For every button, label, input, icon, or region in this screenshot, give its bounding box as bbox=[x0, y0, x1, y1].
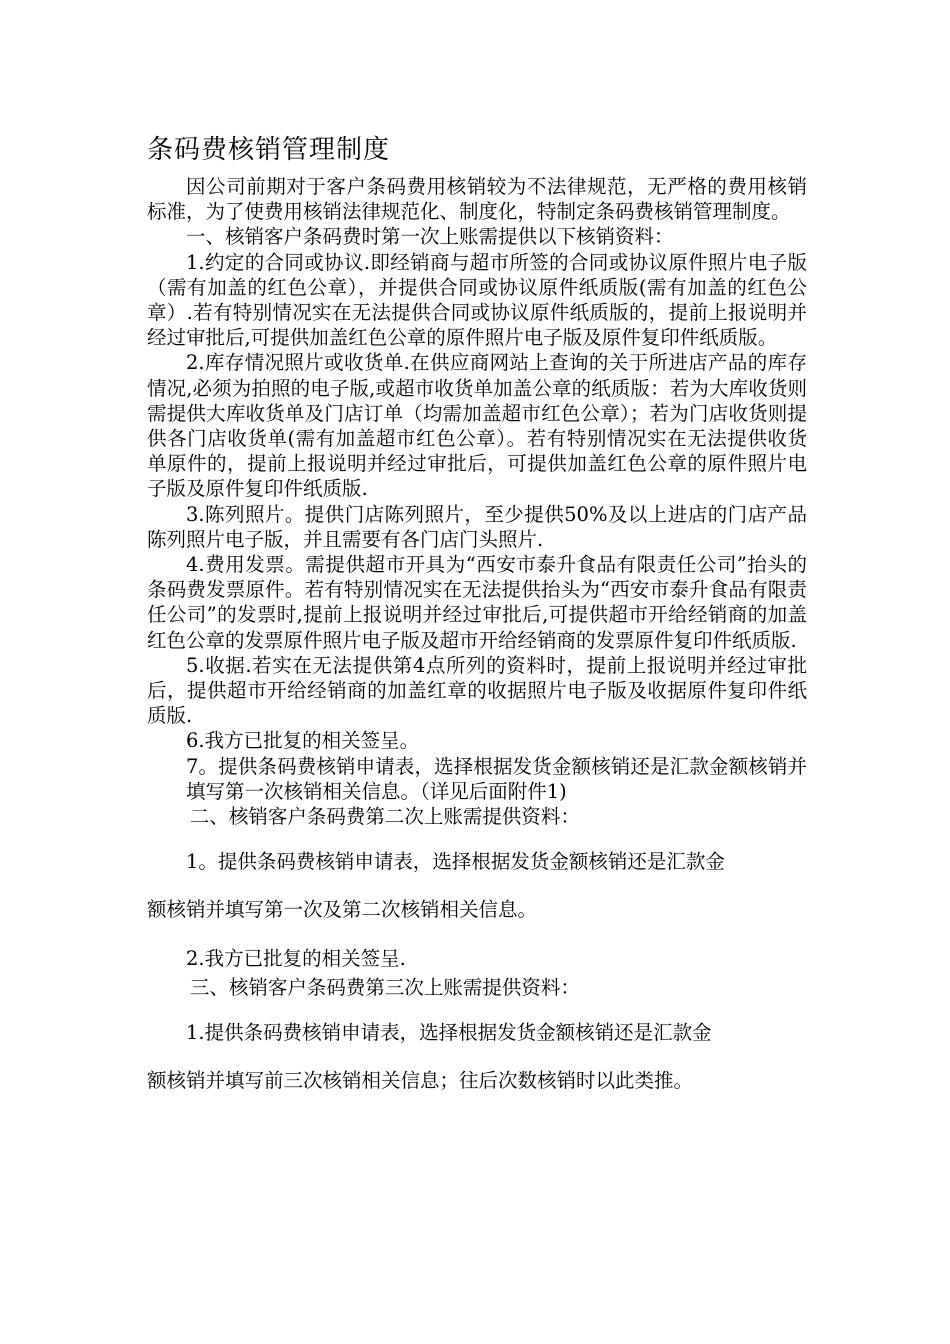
document-body bbox=[147, 174, 807, 1094]
section3-item-1-line2: 额核销并填写前三次核销相关信息；往后次数核销时以此类推。 bbox=[147, 1069, 694, 1093]
section1-heading: 一、核销客户条码费时第一次上账需提供以下核销资料： bbox=[186, 225, 674, 249]
section1-item-5: 5.收据.若实在无法提供第4点所列的资料时，提前上报说明并经过审批后，提供超市开给经销商的加盖红章的收据照片电子版及收据原件复印件纸质版. bbox=[147, 653, 807, 728]
section2-item-1-line2: 额核销并填写第一次及第二次核销相关信息。 bbox=[147, 898, 538, 922]
section1-item-4: 4.费用发票。需提供超市开具为“西安市泰升食品有限责任公司”抬头的条码费发票原件。若有特别情况实在无法提供抬头为“西安市泰升食品有限责任公司”的发票时,提前上报说明并经过审批后,可提供超市开给经销商的加盖红色公章的发票原件照片电子版及超市开给经销商的发票原件复印件纸质版. bbox=[147, 553, 807, 652]
section2-heading: 二、核销客户条码费第二次上账需提供资料： bbox=[189, 805, 580, 829]
section3-heading: 三、核销客户条码费第三次上账需提供资料： bbox=[189, 975, 580, 999]
section1-item-3: 3.陈列照片。提供门店陈列照片，至少提供50%及以上进店的门店产品陈列照片电子版，并且需要有各门店门头照片. bbox=[147, 502, 807, 551]
section3-item-1-line1: 1.提供条码费核销申请表，选择根据发货金额核销还是汇款金 bbox=[186, 1021, 712, 1045]
intro-paragraph: 因公司前期对于客户条码费用核销较为不法律规范，无严格的费用核销标准，为了使费用核销法律规范化、制度化，特制定条码费核销管理制度。 bbox=[147, 175, 807, 224]
section2-item-2: 2.我方已批复的相关签呈. bbox=[186, 946, 406, 970]
section1-item-6: 6.我方已批复的相关签呈。 bbox=[186, 729, 420, 753]
document-title: 条码费核销管理制度 bbox=[147, 135, 391, 165]
section1-item-1: 1.约定的合同或协议.即经销商与超市所签的合同或协议原件照片电子版（需有加盖的红色公章），并提供合同或协议原件纸质版(需有加盖的红色公章）.若有特别情况实在无法提供合同或协议原件纸质版的，提前上报说明并经过审批后,可提供加盖红色公章的原件照片电子版及原件复印件纸质版。 bbox=[147, 250, 807, 350]
section1-item-7: 7。提供条码费核销申请表，选择根据发货金额核销还是汇款金额核销并填写第一次核销相关信息。（详见后面附件1) bbox=[186, 754, 807, 803]
section2-item-1-line1: 1。提供条码费核销申请表，选择根据发货金额核销还是汇款金 bbox=[186, 850, 725, 874]
section1-item-2: 2.库存情况照片或收货单.在供应商网站上查询的关于所进店产品的库存情况,必须为拍照的电子版,或超市收货单加盖公章的纸质版：若为大库收货则需提供大库收货单及门店订单（均需加盖超市红色公章）；若为门店收货则提供各门店收货单(需有加盖超市红色公章）。若有特别情况实在无法提供收货单原件的，提前上报说明并经过审批后，可提供加盖红色公章的原件照片电子版及原件复印件纸质版. bbox=[147, 351, 807, 501]
